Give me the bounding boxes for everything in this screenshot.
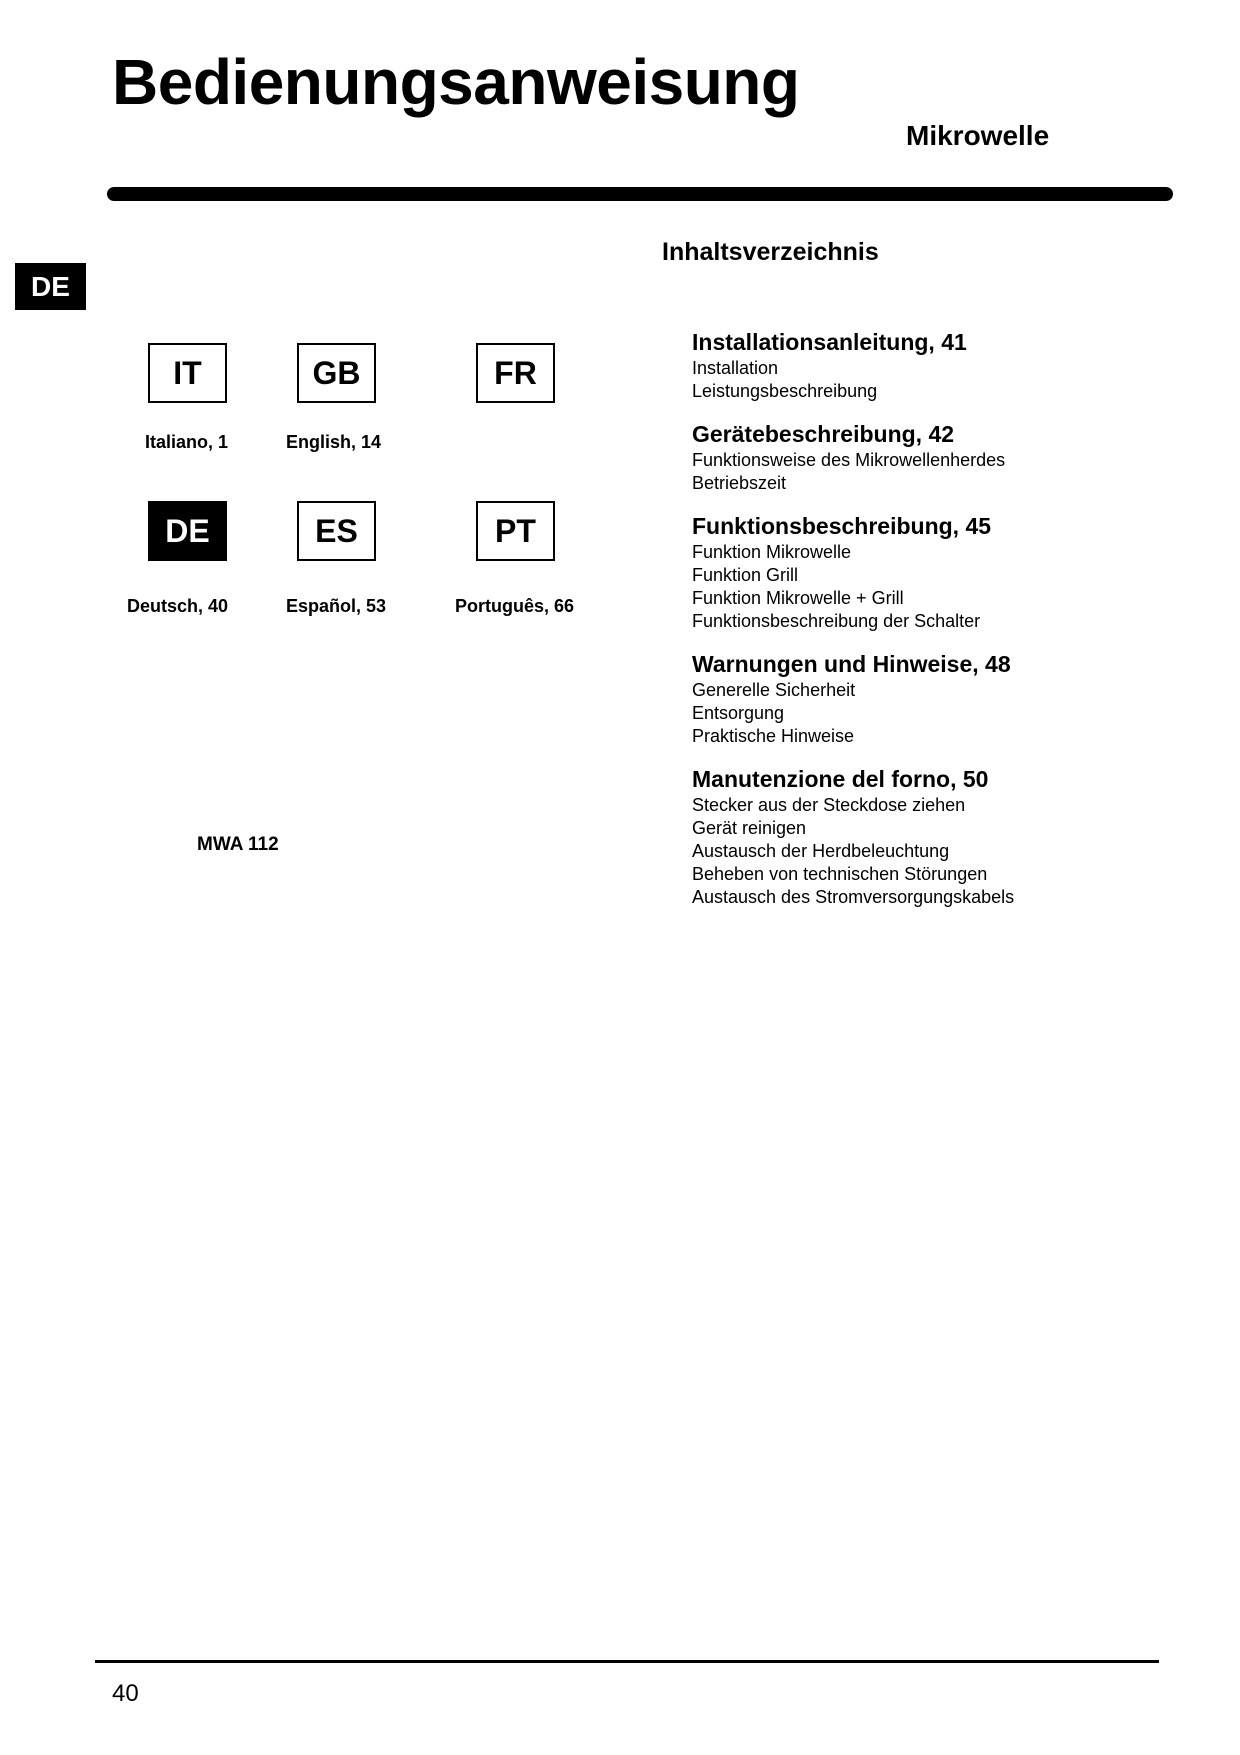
toc-item[interactable]: Funktion Mikrowelle + Grill [692, 588, 904, 608]
toc-section [692, 420, 1212, 495]
lang-label-pt[interactable]: Português, 66 [455, 596, 575, 616]
lang-box-pt[interactable]: PT [476, 501, 555, 561]
page-number: 40 [112, 1680, 139, 1707]
toc-section [692, 650, 1212, 748]
toc-section-title[interactable]: Warnungen und Hinweise, 48 [692, 651, 1011, 677]
lang-box-fr[interactable]: FR [476, 343, 555, 403]
toc-list [692, 328, 1212, 926]
language-side-tab: DE [15, 263, 86, 310]
lang-box-es[interactable]: ES [297, 501, 376, 561]
lang-box-it[interactable]: IT [148, 343, 227, 403]
toc-item[interactable]: Generelle Sicherheit [692, 680, 856, 700]
lang-box-gb[interactable]: GB [297, 343, 376, 403]
toc-section-title[interactable]: Installationsanleitung, 41 [692, 329, 967, 355]
footer-rule [95, 1660, 1159, 1663]
lang-box-de[interactable]: DE [148, 501, 227, 561]
toc-item[interactable]: Stecker aus der Steckdose ziehen [692, 795, 966, 815]
lang-label-es[interactable]: Español, 53 [286, 596, 387, 616]
toc-item[interactable]: Funktion Mikrowelle [692, 542, 852, 562]
toc-section [692, 512, 1212, 633]
lang-label-de[interactable]: Deutsch, 40 [127, 596, 229, 616]
document-title: Bedienungsanweisung [112, 46, 800, 118]
toc-section [692, 328, 1212, 403]
toc-section [692, 765, 1212, 909]
toc-item[interactable]: Leistungsbeschreibung [692, 381, 878, 401]
model-number: MWA 112 [197, 834, 279, 855]
toc-item[interactable]: Funktion Grill [692, 565, 799, 585]
toc-item[interactable]: Austausch des Stromversorgungskabels [692, 887, 1015, 907]
toc-item[interactable]: Funktionsbeschreibung der Schalter [692, 611, 981, 631]
toc-item[interactable]: Beheben von technischen Störungen [692, 864, 988, 884]
lang-label-gb[interactable]: English, 14 [286, 432, 382, 452]
toc-item[interactable]: Gerät reinigen [692, 818, 807, 838]
toc-section-title[interactable]: Manutenzione del forno, 50 [692, 766, 989, 792]
toc-item[interactable]: Funktionsweise des Mikrowellenherdes [692, 450, 1006, 470]
toc-item[interactable]: Entsorgung [692, 703, 785, 723]
toc-item[interactable]: Praktische Hinweise [692, 726, 855, 746]
toc-section-title[interactable]: Gerätebeschreibung, 42 [692, 421, 955, 447]
toc-item[interactable]: Betriebszeit [692, 473, 787, 493]
document-subtitle: Mikrowelle [906, 120, 1050, 151]
toc-heading: Inhaltsverzeichnis [662, 238, 879, 266]
lang-label-it[interactable]: Italiano, 1 [145, 432, 229, 452]
toc-item[interactable]: Austausch der Herdbeleuchtung [692, 841, 950, 861]
toc-item[interactable]: Installation [692, 358, 779, 378]
header-rule [107, 187, 1173, 201]
toc-section-title[interactable]: Funktionsbeschreibung, 45 [692, 513, 992, 539]
